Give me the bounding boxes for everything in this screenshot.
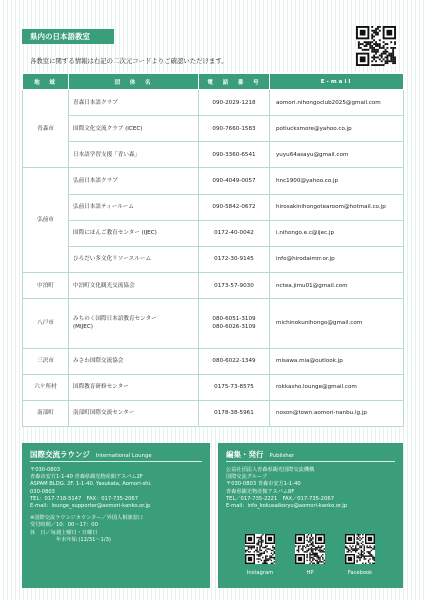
org-cell: ひろだい多文化リソースルーム: [69, 246, 199, 272]
city-cell: 六ケ所村: [23, 374, 69, 400]
table-row: [23, 142, 404, 168]
header-city: 地 域: [23, 74, 69, 90]
email-cell[interactable]: info@hirodaimrr.or.jp: [270, 246, 404, 272]
publisher-group: 国際交流グループ: [226, 474, 268, 481]
email-cell[interactable]: nctea.jimu01@gmail.com: [270, 272, 404, 298]
table-row: [23, 348, 404, 374]
tel-cell: 0172-40-0042: [199, 220, 270, 246]
qr-code-icon[interactable]: [245, 534, 275, 564]
org-cell: みさわ国際交流協会: [69, 348, 199, 374]
table-row: [23, 246, 404, 272]
publisher-details: [226, 467, 347, 510]
org-cell: 国際教育研修センター: [69, 374, 199, 400]
tel-cell: [199, 299, 270, 348]
city-cell: 中泊町: [23, 272, 69, 298]
publisher-title-ja: 編集・発行: [226, 450, 264, 459]
tel-cell: 090-7660-1583: [199, 116, 270, 142]
email-cell[interactable]: michinokunihongo@gmail.com: [270, 299, 404, 348]
email-cell[interactable]: misawa.mia@outlook.jp: [270, 348, 404, 374]
email-cell[interactable]: potlucksmore@yahoo.co.jp: [270, 116, 404, 142]
hp-label: HP: [306, 570, 314, 576]
facebook-qr[interactable]: [344, 534, 376, 576]
table-row: [23, 374, 404, 400]
tel-cell: 090-4049-0057: [199, 168, 270, 194]
email-cell[interactable]: i.nihongo.e.c@ijec.jp: [270, 220, 404, 246]
lounge-counter: ※国際交流ラウンジカウンター／外国人相談窓口: [30, 515, 143, 522]
org-cell: 弘前日本語ティールーム: [69, 194, 199, 220]
org-cell: 南部町国際交流センター: [69, 400, 199, 426]
lounge-title: [30, 449, 152, 460]
org-cell: [69, 299, 199, 348]
qr-code-icon[interactable]: [356, 26, 396, 66]
qr-code-icon[interactable]: [345, 534, 375, 564]
lounge-title-ja: 国際交流ラウンジ: [30, 450, 90, 459]
instagram-label: Instagram: [246, 570, 274, 576]
header-mail: E-mail: [270, 74, 404, 90]
publisher-email[interactable]: E-mail：info_kokusaikoryu@aomori-kanko.or.jp: [226, 503, 348, 510]
lounge-tel-fax: TEL：017-718-5147 FAX：017-735-2067: [30, 495, 139, 502]
tel-cell: 0172-30-9145: [199, 246, 270, 272]
tel-cell: 0175-73-8575: [199, 374, 270, 400]
email-cell[interactable]: yuyu64asayu@gmail.com: [270, 142, 404, 168]
divider: [30, 461, 202, 462]
table-row: [23, 272, 404, 298]
lounge-hours: 受付時間／10：00～17：00: [30, 522, 98, 529]
lounge-postal: 〒030-0803: [30, 467, 61, 473]
lounge-address-ja: 青森市安方1-1-40 青森県観光物産館アスパム2F: [30, 474, 143, 481]
email-cell[interactable]: noson@town.aomori-nanbu.lg.jp: [270, 400, 404, 426]
lounge-holiday: 休 日／毎週土曜日・日曜日: [30, 529, 98, 536]
tel-cell: 090-3360-6541: [199, 142, 270, 168]
divider: [226, 461, 395, 462]
table-row: [23, 116, 404, 142]
table-header-row: [23, 74, 404, 90]
email-cell[interactable]: rokkasho.lounge@gmail.com: [270, 374, 404, 400]
city-cell: 八戸市: [23, 299, 69, 348]
table-row: [23, 220, 404, 246]
publisher-org: 公益社団法人青森県観光国際交流機構: [226, 467, 315, 473]
international-lounge-box: [22, 443, 210, 588]
publisher-title-en: Publisher: [269, 453, 295, 459]
publisher-title: [226, 449, 294, 460]
city-cell: 弘前市: [23, 168, 69, 273]
header-org: 団 体 名: [69, 74, 199, 90]
facebook-label: Facebook: [347, 570, 373, 576]
tel-cell: 0178-38-5961: [199, 400, 270, 426]
lounge-address-en: ASPAM BLDG. 2F. 1-1-40. Yasukata, Aomori-shi.: [30, 481, 152, 488]
tel-cell: 090-5842-0672: [199, 194, 270, 220]
email-cell[interactable]: hnc1900@yahoo.co.jp: [270, 168, 404, 194]
city-cell: 南部町: [23, 400, 69, 426]
tel-cell: 090-2029-1218: [199, 90, 270, 116]
lounge-details: [30, 467, 152, 544]
org-cell: 国際にほんご教育センター (IJEC): [69, 220, 199, 246]
hp-qr[interactable]: [294, 534, 326, 576]
tel-1: 080-6051-3109: [212, 316, 256, 323]
classroom-table: [22, 73, 404, 427]
email-cell[interactable]: hirosakinihongotearoom@hotmail.co.jp: [270, 194, 404, 220]
org-cell: 国際文化交流クラブ (ICEC): [69, 116, 199, 142]
table-row: [23, 299, 404, 348]
header-tel: 電 話 番 号: [199, 74, 270, 90]
publisher-tel-fax: TEL／017-735-2221 FAX／017-735-2067: [226, 495, 335, 502]
lounge-title-en: International Lounge: [95, 453, 152, 459]
table-row: [23, 400, 404, 426]
publisher-postal: 〒030-0803 青森市安方1-1-40: [226, 481, 301, 488]
intro-text: 各教室に関する情報は右記の二次元コードよりご確認いただけます。: [30, 57, 228, 65]
lounge-email[interactable]: E-mail：lounge_supporter@aomori-kanko.or.jp: [30, 503, 151, 510]
lounge-address-en-postal: 030-0803: [30, 488, 55, 495]
tel-cell: 080-6022-1349: [199, 348, 270, 374]
qr-code-icon[interactable]: [295, 534, 325, 564]
lounge-holiday-newyear: 年末年始 (12/31～1/3): [56, 536, 111, 543]
city-cell: 三沢市: [23, 348, 69, 374]
org-cell: 中泊町文化観光交流協会: [69, 272, 199, 298]
instagram-qr[interactable]: [244, 534, 276, 576]
org-cell: 青森日本語クラブ: [69, 90, 199, 116]
email-cell[interactable]: aomori.nihongoclub2025@gmail.com: [270, 90, 404, 116]
section-title: 県内の日本語教室: [22, 29, 114, 44]
city-cell: 青森市: [23, 90, 69, 168]
table-row: [23, 168, 404, 194]
tel-2: 080-6026-3109: [212, 324, 256, 331]
publisher-building: 青森県観光物産館アスパム8F: [226, 488, 295, 495]
org-name: みちのく国際日本語教育センター: [73, 316, 157, 323]
table-row: [23, 194, 404, 220]
org-cell: 日本語学習支援「青い森」: [69, 142, 199, 168]
org-cell: 弘前日本語クラブ: [69, 168, 199, 194]
org-name-sub: (MIJEC): [73, 324, 93, 331]
tel-cell: 0173-57-9030: [199, 272, 270, 298]
table-row: [23, 90, 404, 116]
